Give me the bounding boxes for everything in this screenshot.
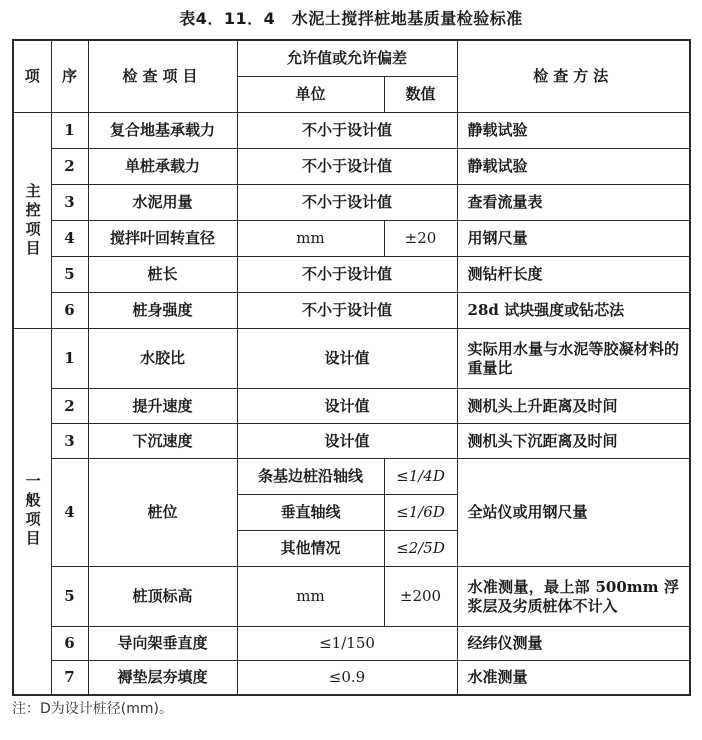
table-row xyxy=(13,221,690,257)
header-value: 数值 xyxy=(384,77,457,113)
row-method: 查看流量表 xyxy=(457,185,690,221)
header-item: 检查项目 xyxy=(88,40,237,113)
row-no: 3 xyxy=(51,424,88,459)
row-method: 用钢尺量 xyxy=(457,221,690,257)
row-no: 1 xyxy=(51,113,88,149)
row-allow: 设计值 xyxy=(237,329,457,389)
row-unit: mm xyxy=(237,221,384,257)
header-seq: 序 xyxy=(51,40,88,113)
row-allow: 不小于设计值 xyxy=(237,257,457,293)
row-sub-value: ≤2/5D xyxy=(384,531,457,567)
table-row xyxy=(13,257,690,293)
row-sub-value: ≤1/6D xyxy=(384,495,457,531)
table-row xyxy=(13,567,690,627)
table-row xyxy=(13,185,690,221)
row-item: 褥垫层夯填度 xyxy=(88,661,237,695)
table-row xyxy=(13,627,690,661)
row-item: 单桩承载力 xyxy=(88,149,237,185)
header-row-1 xyxy=(13,40,690,77)
row-item: 桩长 xyxy=(88,257,237,293)
header-allowance: 允许值或允许偏差 xyxy=(237,40,457,77)
row-item: 复合地基承载力 xyxy=(88,113,237,149)
row-method: 静载试验 xyxy=(457,113,690,149)
row-sub-cond: 垂直轴线 xyxy=(237,495,384,531)
row-value: ±200 xyxy=(384,567,457,627)
row-method: 全站仪或用钢尺量 xyxy=(457,459,690,567)
row-method: 测机头上升距离及时间 xyxy=(457,389,690,424)
group-general-label: 一般项目 xyxy=(13,329,51,695)
row-method: 静载试验 xyxy=(457,149,690,185)
row-no: 3 xyxy=(51,185,88,221)
row-allow: 设计值 xyxy=(237,424,457,459)
row-allow: ≤1/150 xyxy=(237,627,457,661)
row-no: 4 xyxy=(51,221,88,257)
table-row xyxy=(13,459,690,495)
row-sub-cond: 条基边桩沿轴线 xyxy=(237,459,384,495)
row-no: 6 xyxy=(51,293,88,329)
row-item: 桩位 xyxy=(88,459,237,567)
row-no: 6 xyxy=(51,627,88,661)
row-method: 28d 试块强度或钻芯法 xyxy=(457,293,690,329)
row-no: 5 xyxy=(51,257,88,293)
row-allow: 不小于设计值 xyxy=(237,293,457,329)
table-row xyxy=(13,149,690,185)
table-row xyxy=(13,424,690,459)
row-sub-cond: 其他情况 xyxy=(237,531,384,567)
header-unit: 单位 xyxy=(237,77,384,113)
quality-standard-table xyxy=(12,39,691,696)
group-main-label: 主控项目 xyxy=(13,113,51,329)
table-title: 表4．11．4 水泥土搅拌桩地基质量检验标准 xyxy=(179,9,523,28)
row-method: 经纬仪测量 xyxy=(457,627,690,661)
row-allow: ≤0.9 xyxy=(237,661,457,695)
row-allow: 不小于设计值 xyxy=(237,185,457,221)
row-no: 7 xyxy=(51,661,88,695)
row-allow: 设计值 xyxy=(237,389,457,424)
row-item: 桩顶标高 xyxy=(88,567,237,627)
row-method: 水准测量，最上部 500mm 浮浆层及劣质桩体不计入 xyxy=(457,567,690,627)
row-item: 水胶比 xyxy=(88,329,237,389)
row-method: 实际用水量与水泥等胶凝材料的重量比 xyxy=(457,329,690,389)
table-row xyxy=(13,329,690,389)
row-value: ±20 xyxy=(384,221,457,257)
row-item: 下沉速度 xyxy=(88,424,237,459)
header-method: 检查方法 xyxy=(457,40,690,113)
row-item: 导向架垂直度 xyxy=(88,627,237,661)
row-sub-value: ≤1/4D xyxy=(384,459,457,495)
row-item: 水泥用量 xyxy=(88,185,237,221)
footnote: 注：D为设计桩径(mm)。 xyxy=(12,701,173,717)
row-method: 测钻杆长度 xyxy=(457,257,690,293)
header-group: 项 xyxy=(13,40,51,113)
table-row xyxy=(13,661,690,695)
row-item: 提升速度 xyxy=(88,389,237,424)
table-row xyxy=(13,293,690,329)
row-allow: 不小于设计值 xyxy=(237,149,457,185)
row-unit: mm xyxy=(237,567,384,627)
row-no: 2 xyxy=(51,389,88,424)
row-method: 测机头下沉距离及时间 xyxy=(457,424,690,459)
row-item: 桩身强度 xyxy=(88,293,237,329)
table-row xyxy=(13,389,690,424)
row-method: 水准测量 xyxy=(457,661,690,695)
row-no: 4 xyxy=(51,459,88,567)
row-allow: 不小于设计值 xyxy=(237,113,457,149)
row-item: 搅拌叶回转直径 xyxy=(88,221,237,257)
table-row xyxy=(13,113,690,149)
row-no: 1 xyxy=(51,329,88,389)
row-no: 5 xyxy=(51,567,88,627)
row-no: 2 xyxy=(51,149,88,185)
